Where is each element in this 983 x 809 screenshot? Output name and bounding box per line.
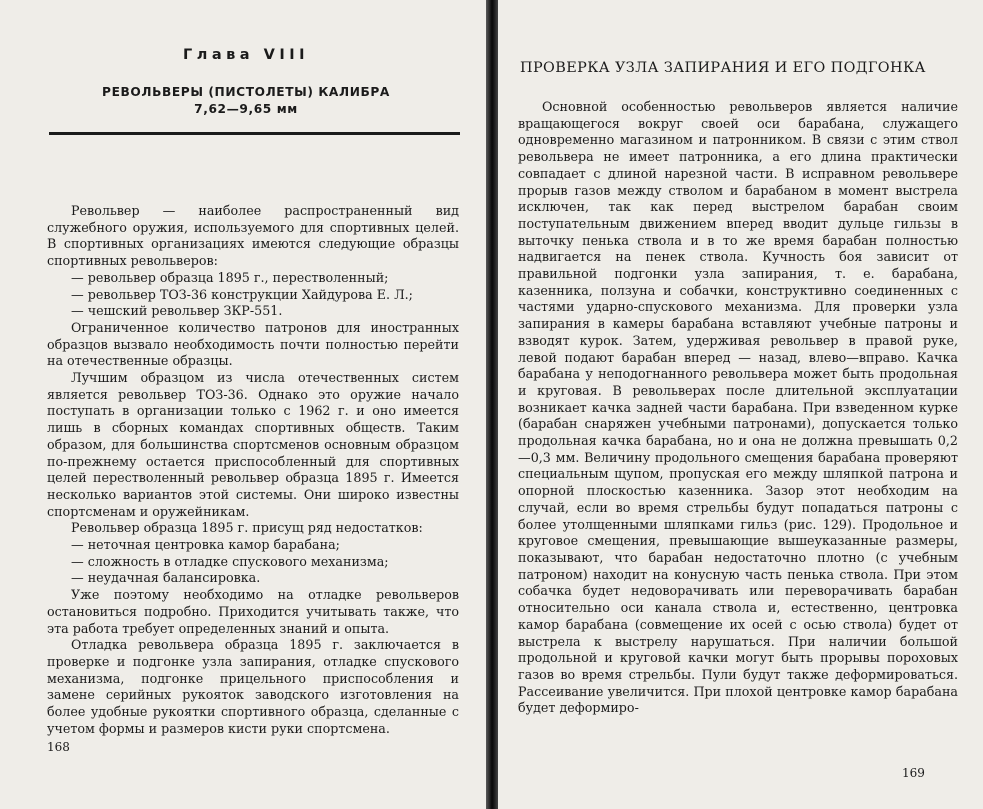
chapter-title-line-2: 7,62—9,65 мм (194, 102, 298, 116)
list-item: — неточная центровка камор барабана; (71, 537, 340, 553)
paragraph: Основной особенностью револьверов является наличие вращающегося вокруг своей оси барабана, служащего одновременно магазином и патронником. В связи с этим ствол револьвера не имеет патронника, а его длина практически совпадает с длиной нарезной части. В исправном револьвере прорыв газов между стволом и барабаном в момент выстрела исключен, так как перед выстрелом барабан своим поступательным движением вперед вводит дульце гильзы в выточку пенька ствола и в то же время барабан полностью надвигается на пенек ствола. Кучность боя зависит от правильной подгонки узла запирания, т. е. барабана, казенника, ползуна и собачки, конструктивно соединенных с частями ударно-спускового механизма. Для проверки узла запирания в камеры барабана вставляют учебные патроны и взводят курок. Затем, удерживая револьвер в правой руке, левой подают барабан вперед — назад, влево—вправо. Качка барабана у неподогнанного револьвера может быть продольная и круговая. В револьверах после длительной эксплуатации возникает качка задней части барабана. При взведенном курке (барабан снаряжен учебными патронами), допускается только продольная качка барабана, но и она не должна превышать 0,2—0,3 мм. Величину продольного смещения барабана проверяют специальным щупом, пропуская его между шляпкой патрона и опорной плоскостью казенника. Зазор этот необходим на случай, если во время стрельбы будут попадаться патроны с более утолщенными шляпками гильз (рис. 129). Продольное и круговое смещения, превышающие вышеуказанные размеры, показывают, что барабан недостаточно плотно (с учебным патроном) находит на конусную часть пенька ствола. При этом собачка будет недоворачивать или переворачивать барабан относительно оси канала ствола и, естественно, центровка камор барабана (совмещение их осей с осью ствола) будет от выстрела к выстрелу нарушаться. При наличии большой продольной и круговой качки могут быть прорывы пороховых газов во время стрельбы. Пули будут также деформироваться. Рассеивание увеличится. При плохой центровке камор барабана будет деформиро- (518, 99, 958, 716)
page-number-right: 169 (902, 766, 925, 780)
paragraph: Уже поэтому необходимо на отладке револьверов остановиться подробно. Приходится учитывать также, что эта работа требует определенных знаний и опыта. (47, 587, 459, 636)
paragraph: Револьвер — наиболее распространенный вид служебного оружия, используемого для спортивных целей. В спортивных организациях имеются следующие образцы спортивных револьверов: (47, 203, 459, 269)
paragraph: Ограниченное количество патронов для иностранных образцов вызвало необходимость почти полностью перейти на отечественные образцы. (47, 319, 459, 369)
right-page (498, 0, 983, 809)
book-gutter (486, 0, 498, 809)
list-item: — револьвер ТОЗ-36 конструкции Хайдурова Е. Л.; (71, 286, 413, 302)
chapter-heading: Глава VIII (182, 47, 310, 63)
list-item: — сложность в отладке спускового механизма; (71, 553, 389, 569)
chapter-divider (49, 132, 460, 135)
paragraph: Револьвер образца 1895 г. присущ ряд недостатков: (71, 520, 423, 536)
right-body-text (518, 99, 958, 717)
section-title: ПРОВЕРКА УЗЛА ЗАПИРАНИЯ И ЕГО ПОДГОНКА (520, 60, 926, 76)
paragraph: Отладка револьвера образца 1895 г. заключается в проверке и подгонке узла запирания, отладке спускового механизма, подгонке прицельного приспособления и замене серийных рукояток заводского изготовления на более удобные рукоятки спортивного образца, сделанные с учетом формы и размеров кисти руки спортсмена. (47, 637, 459, 736)
list-item: — чешский револьвер ЗКР-551. (71, 303, 283, 319)
list-item: — неудачная балансировка. (71, 570, 261, 586)
list-item: — револьвер образца 1895 г., перестволенный; (71, 269, 389, 285)
chapter-title (30, 84, 462, 118)
page-number-left: 168 (47, 740, 70, 754)
left-body-text (47, 203, 459, 738)
paragraph: Лучшим образцом из числа отечественных систем является револьвер ТОЗ-36. Однако это оружие начало поступать в организации только с 1962 г. и оно имеется лишь в сборных командах спортивных обществ. Таким образом, для большинства спортсменов основным образцом по-прежнему остается приспособленный для спортивных целей перестволенный револьвер образца 1895 г. Имеется несколько вариантов этой системы. Они широко известны спортсменам и оружейникам. (47, 370, 459, 519)
chapter-title-line-1: РЕВОЛЬВЕРЫ (ПИСТОЛЕТЫ) КАЛИБРА (102, 85, 390, 99)
left-page (0, 0, 486, 809)
